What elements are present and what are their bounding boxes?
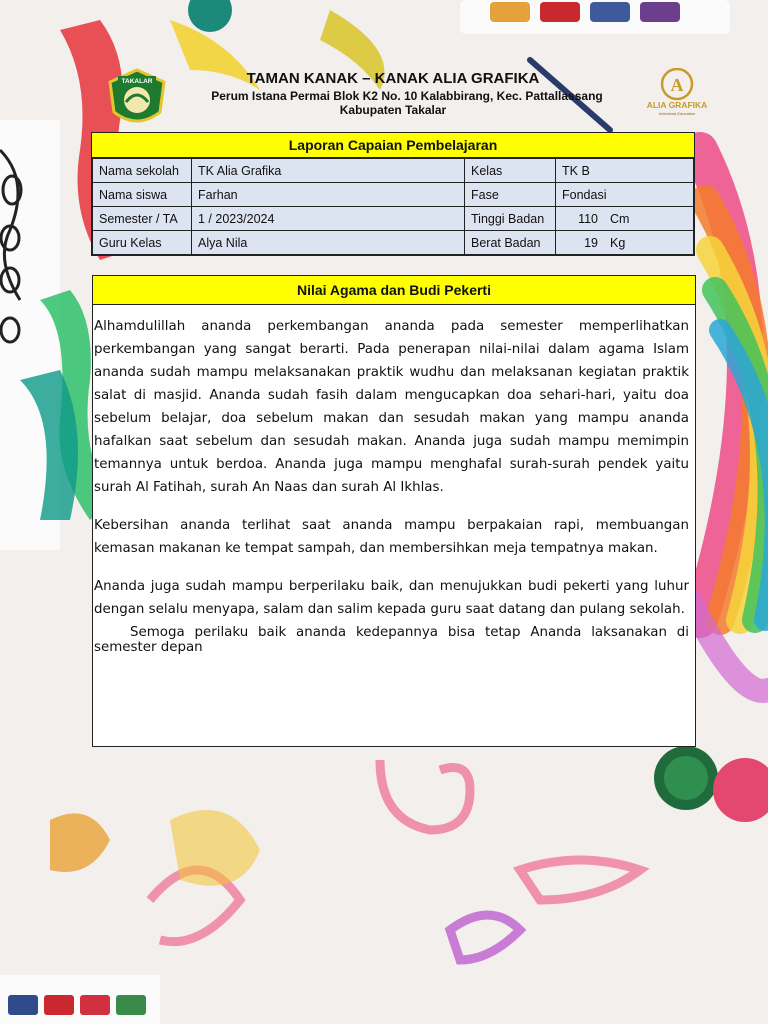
svg-text:Indonesia Education: Indonesia Education [658, 111, 696, 116]
unit-tinggi-badan: Cm [610, 211, 630, 226]
value-berat-badan-cell [556, 231, 694, 255]
table-row [93, 231, 694, 255]
value-berat-badan: 19 [584, 235, 598, 250]
school-address: Perum Istana Permai Blok K2 No. 10 Kalabbirang, Kec. Pattallassang [211, 89, 603, 103]
section-title: Nilai Agama dan Budi Pekerti [93, 276, 695, 305]
report-header [92, 68, 708, 128]
value-tinggi-badan-cell [556, 207, 694, 231]
narrative-paragraph: Semoga perilaku baik ananda kedepannya bisa tetap Ananda laksanakan di semester depan [94, 625, 689, 655]
narrative-paragraph: Alhamdulillah ananda perkembangan ananda pada semester memperlihatkan perkembangan yang sangat berarti. Pada penerapan nilai-nilai dalam agama Islam ananda sudah mampu melaksanakan praktik wudhu dan melaksanan kegiatan praktik salat di masjid. Ananda sudah fasih dalam mengucapkan doa sehari-hari, yaitu doa sebelum belajar, doa sebelum makan dan sesudah makan yang mampu ananda hafalkan saat sebelum dan sesudah makan. Ananda juga sudah mampu memimpin temannya untuk berdoa. Ananda juga mampu menghafal surah-surah pendek yaitu surah Al Fatihah, surah An Naas dan surah Al Ikhlas. [94, 319, 689, 495]
svg-text:TAKALAR: TAKALAR [121, 78, 153, 85]
report-info-box [91, 132, 695, 256]
narrative-body [93, 305, 695, 655]
label-nama-siswa: Nama siswa [93, 183, 192, 207]
report-info-table [92, 158, 694, 255]
value-kelas: TK B [556, 159, 694, 183]
value-nama-sekolah: TK Alia Grafika [192, 159, 465, 183]
value-guru-kelas: Alya Nila [192, 231, 465, 255]
label-guru-kelas: Guru Kelas [93, 231, 192, 255]
label-nama-sekolah: Nama sekolah [93, 159, 192, 183]
label-tinggi-badan: Tinggi Badan [465, 207, 556, 231]
value-tinggi-badan: 110 [578, 211, 598, 226]
narrative-paragraph: Kebersihan ananda terlihat saat ananda mampu berpakaian rapi, membuangan kemasan makanan ke tempat sampah, dan membersihkan meja tempatnya makan. [94, 518, 689, 556]
value-nama-siswa: Farhan [192, 183, 465, 207]
report-title: Laporan Capaian Pembelajaran [92, 133, 694, 158]
school-kabupaten: Kabupaten Takalar [339, 103, 447, 117]
label-kelas: Kelas [465, 159, 556, 183]
alia-grafika-logo-icon [642, 68, 712, 116]
value-semester: 1 / 2023/2024 [192, 207, 465, 231]
table-row [93, 207, 694, 231]
label-fase: Fase [465, 183, 556, 207]
school-name: TAMAN KANAK – KANAK ALIA GRAFIKA [246, 70, 540, 87]
narrative-paragraph: Ananda juga sudah mampu berperilaku baik, dan menujukkan budi pekerti yang luhur dengan selalu menyapa, salam dan salim kepada guru saat datang dan pulang sekolah. [94, 579, 689, 617]
table-row [93, 159, 694, 183]
label-semester: Semester / TA [93, 207, 192, 231]
table-row [93, 183, 694, 207]
unit-berat-badan: Kg [610, 235, 626, 250]
narrative-box [92, 275, 696, 747]
label-berat-badan: Berat Badan [465, 231, 556, 255]
svg-text:ALIA GRAFIKA: ALIA GRAFIKA [646, 100, 708, 110]
svg-text:A: A [670, 75, 684, 95]
value-fase: Fondasi [556, 183, 694, 207]
